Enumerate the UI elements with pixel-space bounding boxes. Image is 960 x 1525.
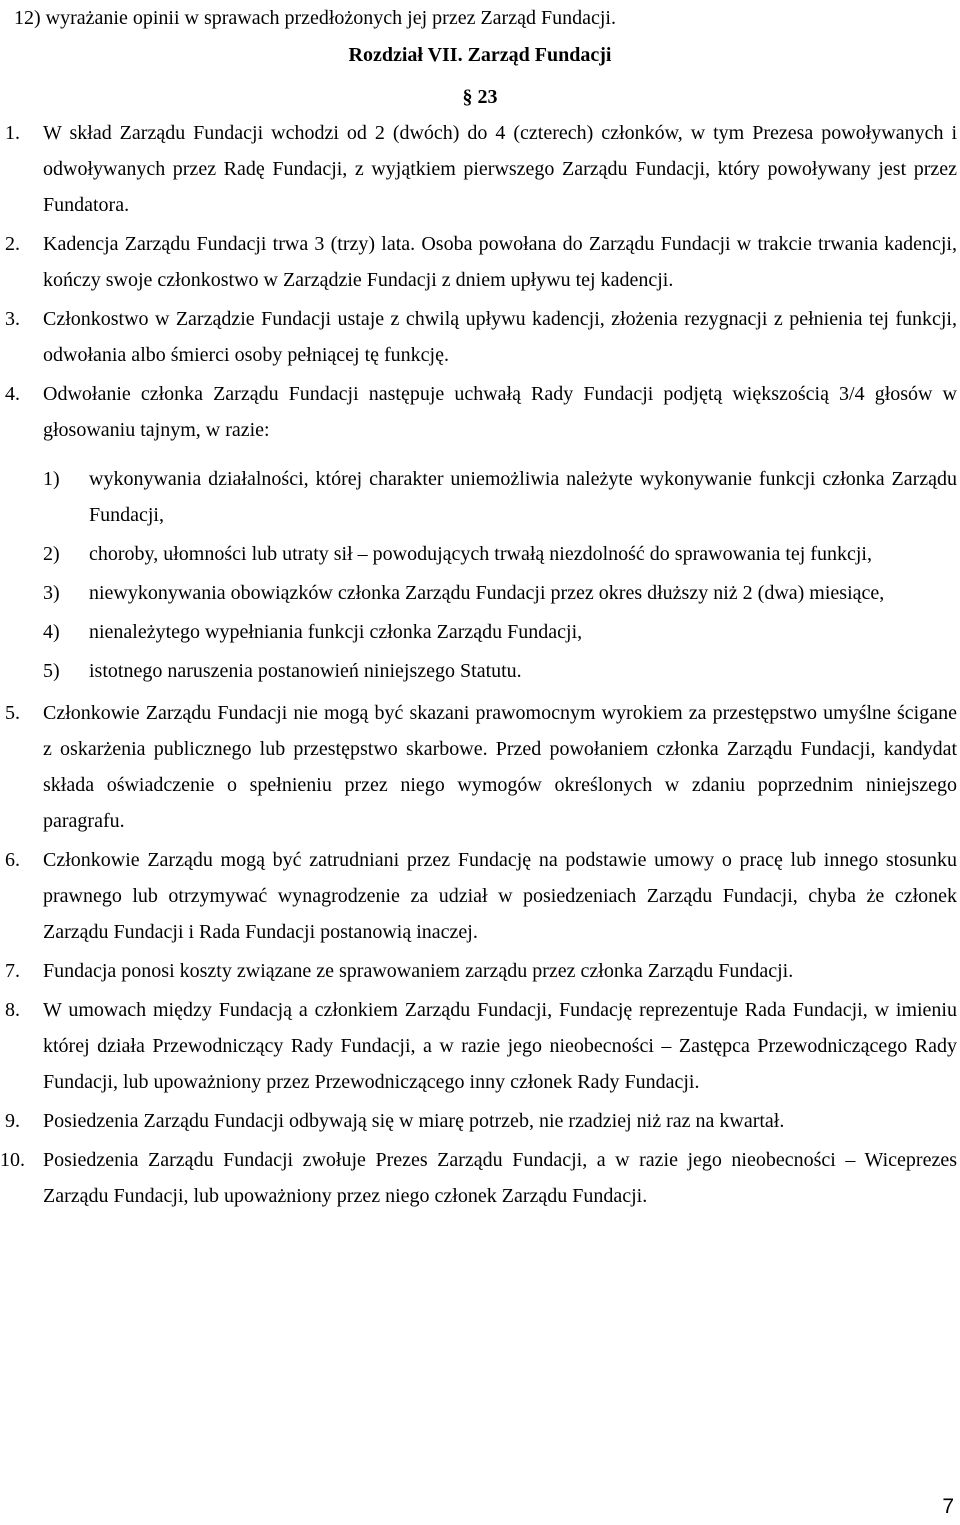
list-item: [0, 695, 960, 839]
subitem-number: 4): [43, 621, 60, 643]
subitem-number: 5): [43, 660, 60, 682]
subitem-text: nienależytego wypełniania funkcji członka Zarządu Fundacji,: [89, 621, 583, 643]
subitem-text: niewykonywania obowiązków członka Zarządu Fundacji przez okres dłuższy niż 2 (dwa) miesiące,: [89, 582, 885, 604]
item-text: Posiedzenia Zarządu Fundacji odbywają się w miarę potrzeb, nie rzadziej niż raz na kwartał.: [43, 1110, 785, 1132]
item-number: 2.: [5, 233, 20, 255]
item-text: Fundacja ponosi koszty związane ze sprawowaniem zarządu przez członka Zarządu Fundacji.: [43, 960, 794, 982]
list-item: [0, 842, 960, 950]
list-item: [0, 1142, 960, 1214]
list-item: [0, 301, 960, 373]
item-number: 9.: [5, 1110, 20, 1132]
item-number: 3.: [5, 308, 20, 330]
subitem-text: istotnego naruszenia postanowień niniejszego Statutu.: [89, 660, 522, 682]
list-item: [0, 992, 960, 1100]
item-number: 5.: [5, 702, 20, 724]
list-item: [0, 115, 960, 223]
item-text: Odwołanie członka Zarządu Fundacji następuje uchwałą Rady Fundacji podjętą większością 3/4 głosów w głosowaniu tajnym, w razie:: [43, 383, 957, 441]
list-item: [0, 226, 960, 298]
sub-list-item: [0, 575, 960, 611]
previous-list-item: 12) wyrażanie opinii w sprawach przedłożonych jej przez Zarząd Fundacji.: [14, 7, 616, 29]
item-text: W umowach między Fundacją a członkiem Zarządu Fundacji, Fundację reprezentuje Rada Fundacji, w imieniu której działa Przewodniczący Rady Fundacji, a w razie jego nieobecności – Zastępca Przewodniczącego Rady Fundacji, lub upoważniony przez Przewodniczącego inny członek Rady Fundacji.: [43, 999, 957, 1093]
item-number: 10.: [0, 1149, 25, 1171]
sub-list-item: [0, 536, 960, 572]
item-number: 4.: [5, 383, 20, 405]
list-item: [0, 376, 960, 448]
list-item: [0, 953, 960, 989]
sub-list-item: [0, 614, 960, 650]
subitem-text: wykonywania działalności, której charakter uniemożliwia należyte wykonywanie funkcji członka Zarządu Fundacji,: [89, 468, 957, 526]
sub-list-item: [0, 461, 960, 533]
item-text: Członkostwo w Zarządzie Fundacji ustaje z chwilą upływu kadencji, złożenia rezygnacji z pełnienia tej funkcji, odwołania albo śmierci osoby pełniącej tę funkcję.: [43, 308, 957, 366]
sub-list-item: [0, 653, 960, 689]
item-text: Posiedzenia Zarządu Fundacji zwołuje Prezes Zarządu Fundacji, a w razie jego nieobecności – Wiceprezes Zarządu Fundacji, lub upoważniony przez niego członek Zarządu Fundacji.: [43, 1149, 957, 1207]
item-number: 7.: [5, 960, 20, 982]
item-text: Członkowie Zarządu mogą być zatrudniani przez Fundację na podstawie umowy o pracę lub innego stosunku prawnego lub otrzymywać wynagrodzenie za udział w posiedzeniach Zarządu Fundacji, chyba że członek Zarządu Fundacji i Rada Fundacji postanowią inaczej.: [43, 849, 957, 943]
item-text: Kadencja Zarządu Fundacji trwa 3 (trzy) lata. Osoba powołana do Zarządu Fundacji w trakcie trwania kadencji, kończy swoje członkostwo w Zarządzie Fundacji z dniem upływu tej kadencji.: [43, 233, 957, 291]
item-number: 6.: [5, 849, 20, 871]
paragraph-mark: § 23: [462, 86, 498, 108]
subitem-number: 3): [43, 582, 60, 604]
page-number: 7: [942, 1495, 954, 1518]
subitem-number: 1): [43, 468, 60, 490]
item-number: 1.: [5, 122, 20, 144]
item-number: 8.: [5, 999, 20, 1021]
item-text: W skład Zarządu Fundacji wchodzi od 2 (dwóch) do 4 (czterech) członków, w tym Prezesa powoływanych i odwoływanych przez Radę Fundacji, z wyjątkiem pierwszego Zarządu Fundacji, który powoływany jest przez Fundatora.: [43, 122, 957, 216]
item-text: Członkowie Zarządu Fundacji nie mogą być skazani prawomocnym wyrokiem za przestępstwo umyślne ścigane z oskarżenia publicznego lub przestępstwo skarbowe. Przed powołaniem członka Zarządu Fundacji, kandydat składa oświadczenie o spełnieniu przez niego wymogów określonych w zdaniu poprzednim niniejszego paragrafu.: [43, 702, 957, 832]
chapter-title: Rozdział VII. Zarząd Fundacji: [348, 44, 612, 66]
subitem-text: choroby, ułomności lub utraty sił – powodujących trwałą niezdolność do sprawowania tej funkcji,: [89, 543, 872, 565]
paragraph-content: [0, 115, 960, 1214]
subitem-number: 2): [43, 543, 60, 565]
list-item: [0, 1103, 960, 1139]
